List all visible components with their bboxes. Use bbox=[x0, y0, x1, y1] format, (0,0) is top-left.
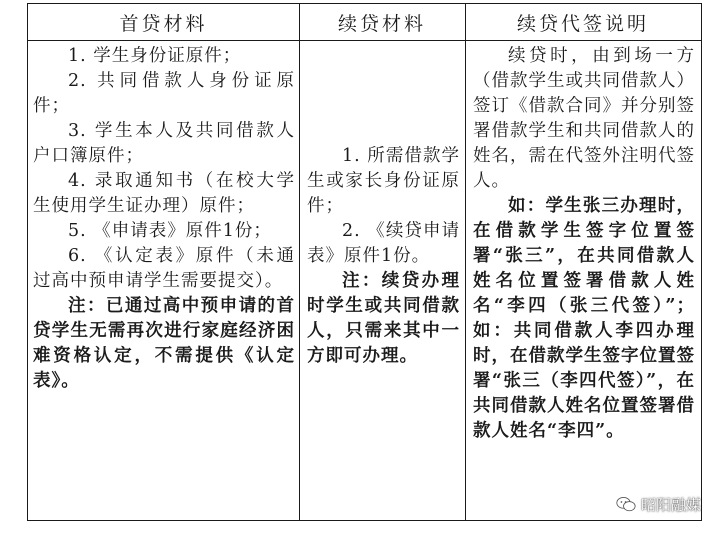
watermark-text: 昭阳融媒 bbox=[640, 496, 701, 514]
header-divider bbox=[28, 40, 701, 41]
proxy-sign-text: 续贷时，由到场一方（借款学生或共同借款人）签订《借款合同》并分别签署借款学生和共同借款人的姓名，需在代签外注明代签人。 bbox=[473, 46, 695, 191]
header-proxy-sign: 续贷代签说明 bbox=[516, 12, 649, 35]
proxy-sign-example: 如：学生张三办理时，在借款学生签字位置签署“张三”，在共同借款人姓名位置签署借款人姓名“李四（张三代签）”；如：共同借款人李四办理时，在借款学生签字位置签署“张三（李四代签）”，在共同借款人姓名位置签署借款人姓名“李四”。 bbox=[473, 196, 695, 441]
loan-materials-table bbox=[27, 3, 702, 521]
first-loan-item: 5. 《申请表》原件1份； bbox=[68, 221, 272, 241]
renewal-note: 注：续贷办理时学生或共同借款人，只需来其中一方即可办理。 bbox=[307, 271, 460, 366]
renewal-item: 2. 《续贷申请表》原件1份。 bbox=[307, 221, 460, 266]
first-loan-item: 6. 《认定表》原件（未通过高中预申请学生需要提交）。 bbox=[33, 246, 295, 291]
first-loan-item: 3. 学生本人及共同借款人户口簿原件； bbox=[33, 121, 295, 166]
first-loan-note: 注：已通过高中预申请的首贷学生无需再次进行家庭经济困难资格认定，不需提供《认定表》。 bbox=[33, 296, 295, 391]
proxy-sign-column bbox=[473, 44, 695, 444]
first-loan-item: 1. 学生身份证原件； bbox=[68, 46, 242, 66]
header-renewal: 续贷材料 bbox=[337, 12, 426, 35]
header-first-loan: 首贷材料 bbox=[119, 12, 208, 35]
renewal-column bbox=[307, 144, 460, 369]
watermark bbox=[616, 494, 701, 515]
first-loan-column bbox=[33, 44, 295, 394]
first-loan-item: 2. 共同借款人身份证原件； bbox=[33, 71, 295, 116]
first-loan-item: 4. 录取通知书（在校大学生使用学生证办理）原件； bbox=[33, 171, 295, 216]
column-divider bbox=[299, 4, 300, 520]
column-divider bbox=[465, 4, 466, 520]
wechat-icon bbox=[616, 496, 636, 513]
renewal-item: 1. 所需借款学生或家长身份证原件； bbox=[307, 146, 460, 216]
